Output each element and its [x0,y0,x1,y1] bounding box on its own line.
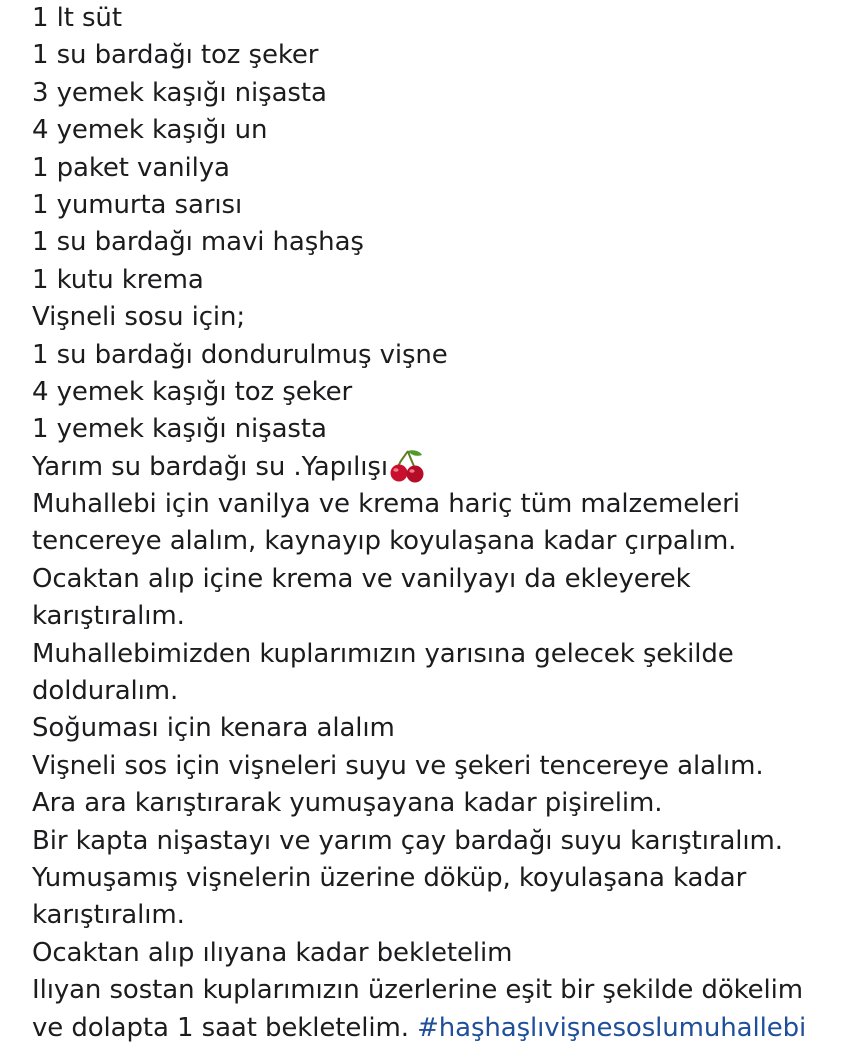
instruction-line: dolduralım. [32,676,179,707]
instruction-line: tencereye alalım, kaynayıp koyulaşana kadar çırpalım. [32,526,737,557]
final-line [32,1010,852,1047]
instruction-line: Muhallebimizden kuplarımızın yarısına gelecek şekilde [32,638,734,669]
recipe-post-caption [32,0,852,1047]
instruction-line: karıştıralım. [32,601,185,632]
sauce-ingredient-line: 1 su bardağı dondurulmuş vişne [32,339,448,370]
instruction-line: karıştıralım. [32,900,185,931]
ingredient-line: 1 lt süt [32,3,122,33]
ingredient-line: 1 yumurta sarısı [32,189,243,220]
instruction-line: Muhallebi için vanilya ve krema hariç tüm malzemeleri [32,489,740,520]
water-and-method-heading-text: Yarım su bardağı su .Yapılışı [32,451,388,482]
instruction-line: Ocaktan alıp içine krema ve vanilyayı da ekleyerek [32,563,691,594]
instruction-line: Ara ara karıştırarak yumuşayana kadar pişirelim. [32,788,663,819]
ingredient-line: 1 su bardağı toz şeker [32,40,319,71]
sauce-heading: Vişneli sosu için; [32,302,246,333]
sauce-ingredient-line: 4 yemek kaşığı toz şeker [32,376,353,407]
cherry-icon [389,449,425,483]
water-and-method-heading-line [32,449,852,486]
ingredient-line: 1 su bardağı mavi haşhaş [32,227,364,258]
instruction-line: Yumuşamış vişnelerin üzerine döküp, koyulaşana kadar [32,862,747,893]
instruction-line: Ocaktan alıp ılıyana kadar bekletelim [32,937,513,968]
ingredient-line: 1 paket vanilya [32,152,230,183]
sauce-ingredient-line: 1 yemek kaşığı nişasta [32,414,327,445]
instruction-line: Vişneli sos için vişneleri suyu ve şekeri tencereye alalım. [32,750,764,781]
instruction-line: Bir kapta nişastayı ve yarım çay bardağı suyu karıştıralım. [32,825,783,856]
ingredient-line: 4 yemek kaşığı un [32,115,268,146]
final-line-text: ve dolapta 1 saat bekletelim. [32,1012,418,1043]
ingredient-line: 1 kutu krema [32,264,204,295]
ingredient-line: 3 yemek kaşığı nişasta [32,77,327,108]
instruction-line: Soğuması için kenara alalım [32,713,395,744]
hashtag-link[interactable]: #haşhaşlıvişnesoslumuhallebi [417,1012,807,1043]
instruction-line: Ilıyan sostan kuplarımızın üzerlerine eşit bir şekilde dökelim [32,975,804,1006]
